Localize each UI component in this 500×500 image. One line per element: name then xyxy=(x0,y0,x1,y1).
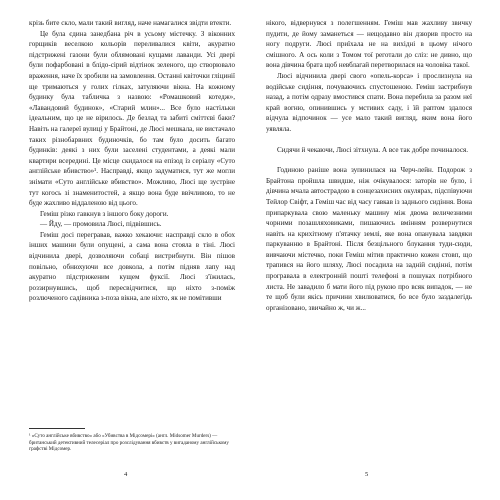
footnote-divider xyxy=(29,428,85,429)
paragraph: Це була єдина занедбана річ в усьому містечку. З віконних горщиків веселкою кольорів переливалися квіти, акуратно підстрижені газони були облямовані кущами лаванди. Усі двері були пофарбовані в блідо-сірий відтінок зеленого, що створювало враження, наче їх зробили на замовлення. Останні квіточки гліцинії ще тримаються у голих гілках, затуляючи вікна. На кожному будинку була табличка з назвою: «Ромашковий котедж», «Лавандовий будинок», «Старий млин»... Все було настільки ідеальним, що це не вірилось. Де безлад та забиті сміттєві баки? Навіть на галереї вулиці у Брайтоні, де Люсі мешкала, не вистачало таких різнобарвних будиночків, бо там було досить багато будинків: деякі з них були заселені студентами, а деякі мали квартири всередині. Це місце скидалося на епізод із серіалу «Суто англійське вбивство»¹. Насправді, якщо задуматися, тут же могли знімати «Суто англійське вбивство». Можливо, Люсі ще зустріне тут когось зі знаменитостей, а якщо вона буде ввічливою, то не буде жахливо віддаленою від цього. xyxy=(29,29,235,208)
paragraph: Геміш різко гавкнув з іншого боку дороги. xyxy=(40,209,169,218)
left-page-body xyxy=(29,18,235,304)
paragraph: Сидячи й чекаючи, Люсі зітхнула. А все так добре починалося. xyxy=(277,145,469,154)
footnote xyxy=(29,433,235,453)
paragraph: Люсі відчинила двері свого «опель-корса» і прослизнула на водійське сидіння, почуваючись спустошеною. Геміш застрибнув назад, а потім одразу вмостився спати. Вона перебила за разом неї край вогню, опинившись у мстивих саду, і їй раптом здалося відчула відпочинок — усе мало такий вигляд, яким вона його уявляла. xyxy=(266,71,472,133)
paragraph: Годиною раніше вона зупинилася на Черч-лейн. Подорож з Брайтона пройшла швидше, ніж очікувалося: заторів не було, і дівчина мчала автострадою в сонцезахисних окулярах, підспівуючи Тейлор Свіфт, а Геміш час від часу гавкав із заднього сидіння. Вона припаркувала свою маленьку машину між двома величезними чорними позашляховиками, пишаючись вмінням розвернутися навіть на крихітному п'ятачку землі, яке вона опанувала завдяки паркуванню в Брайтоні. Після безцільного блукання туди-сюди, вивчаючи містечко, поки Геміш мітив практично кожен стовп, що трапився на його шляху, Люсі посадила на задній сидінні, потім програвала в електронній пошті телефоні в пошуках потрібного листа. Не завадило б мати його під рукою про всяк випадок, — не те щоб були якісь причини хвилюватися, бо все було заздалегідь організовано, звичайно ж, чи ж... xyxy=(266,166,472,312)
paragraph: Геміш досі перегравав, важко хекаючи: насправді скло в обох інших машини були опущені, а сама вона стояла в тіні. Люсі відчинила двері, дозволяючи собаці вистрибнути. Він пішов повільно, обнюхуючи все довкола, а потім підняв лапу над акуратно підстриженим кущем фуксії. Люсі з'їжилась, роззирнувшись, щоб пересвідчитися, що ніхто з-поміж розлюченого садівника з-поза вікна, але ніхто, як не помітивши xyxy=(29,230,235,303)
paragraph: — Йду, — промовила Люсі, підвівшись. xyxy=(40,220,162,229)
right-page-body xyxy=(266,18,472,313)
paragraph: нікого, відвернувся з полегшенням. Геміш мав жахливу звичку пудити, де йому заманеться — нещодавно він дзюрив просто на ногу подруги. Люсі приїхала не на вихідні в цьому нічого смішного. А ось коли з Томом тої реготали до сліз: не дивно, що вона дівчина брата щоб невблагай перетворилася на чоловіка такої. xyxy=(266,19,472,70)
page-number-left: 4 xyxy=(124,471,128,478)
footnote-text: ¹ «Суто англійське вбивство» або «Убивства в Мідсомері» (англ. Midsomer Murders) — британський детективний телесеріал про розслідування вбивств у вигаданому англійському графстві Мідсомер. xyxy=(29,433,229,453)
paragraph: крізь бите скло, мали такий вигляд, наче намагалися звідти втекти. xyxy=(29,19,232,27)
right-page xyxy=(250,0,500,500)
page-number-right: 5 xyxy=(365,471,369,478)
